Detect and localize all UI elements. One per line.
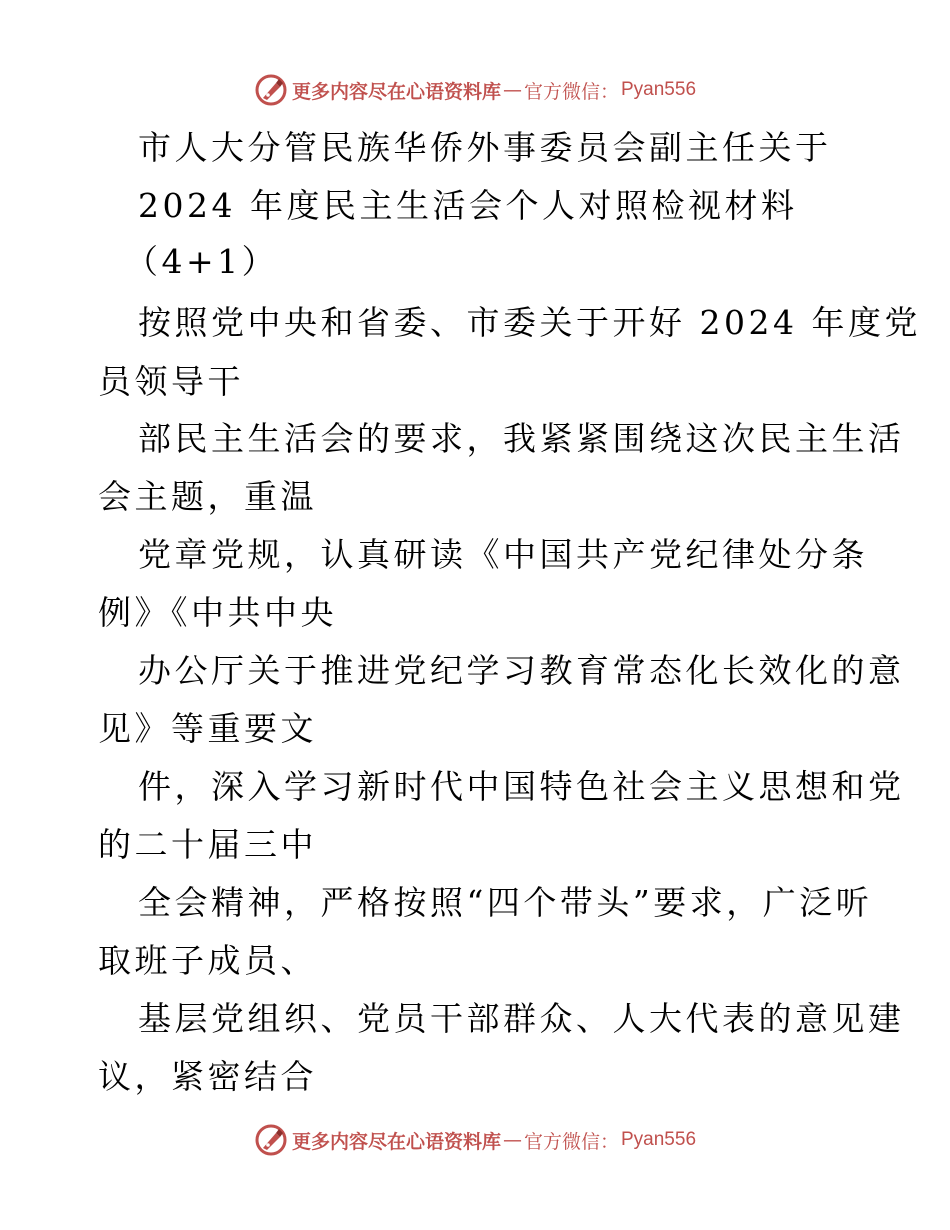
doc-body-line: 员领导干: [98, 362, 244, 401]
doc-body-line: 部民主生活会的要求，我紧紧围绕这次民主生活: [138, 419, 905, 458]
header-watermark: [0, 70, 950, 110]
doc-body-line: 的二十届三中: [98, 825, 317, 864]
doc-body-line: 件，深入学习新时代中国特色社会主义思想和党: [138, 767, 905, 806]
watermark-account: Pyan556: [621, 1129, 697, 1150]
doc-body-line: 例》《中共中央: [98, 593, 337, 632]
doc-body-line: 按照党中央和省委、市委关于开好 2024 年度党: [138, 303, 921, 342]
doc-body-line: 党章党规，认真研读《中国共产党纪律处分条: [138, 535, 868, 574]
watermark-separator: —: [502, 1129, 522, 1151]
doc-body-line: 基层党组织、党员干部群众、人大代表的意见建: [138, 999, 905, 1038]
doc-body-line: 见》等重要文: [98, 709, 317, 748]
doc-body-line: 会主题，重温: [98, 477, 317, 516]
pen-nib-logo-icon: [254, 1123, 288, 1157]
pen-nib-logo-icon: [254, 73, 288, 107]
watermark-site: 更多内容尽在心语资料库: [291, 1130, 501, 1153]
doc-body-line: 取班子成员、: [98, 941, 317, 980]
doc-body-line: 议，紧密结合: [98, 1057, 317, 1096]
watermark-label: 官方微信：: [523, 1130, 619, 1153]
doc-body-line: 全会精神，严格按照“四个带头”要求，广泛听: [138, 883, 873, 922]
watermark-label: 官方微信：: [523, 80, 619, 103]
doc-body-line: 办公厅关于推进党纪学习教育常态化长效化的意: [138, 651, 905, 690]
doc-title-line: 市人大分管民族华侨外事委员会副主任关于: [138, 128, 832, 167]
doc-title-line: 2024 年度民主生活会个人对照检视材料: [138, 186, 798, 225]
footer-watermark: [0, 1120, 950, 1160]
watermark-account: Pyan556: [621, 79, 697, 100]
watermark-separator: —: [502, 79, 522, 101]
doc-title-line: （4+1）: [125, 242, 279, 281]
watermark-site: 更多内容尽在心语资料库: [291, 80, 501, 103]
